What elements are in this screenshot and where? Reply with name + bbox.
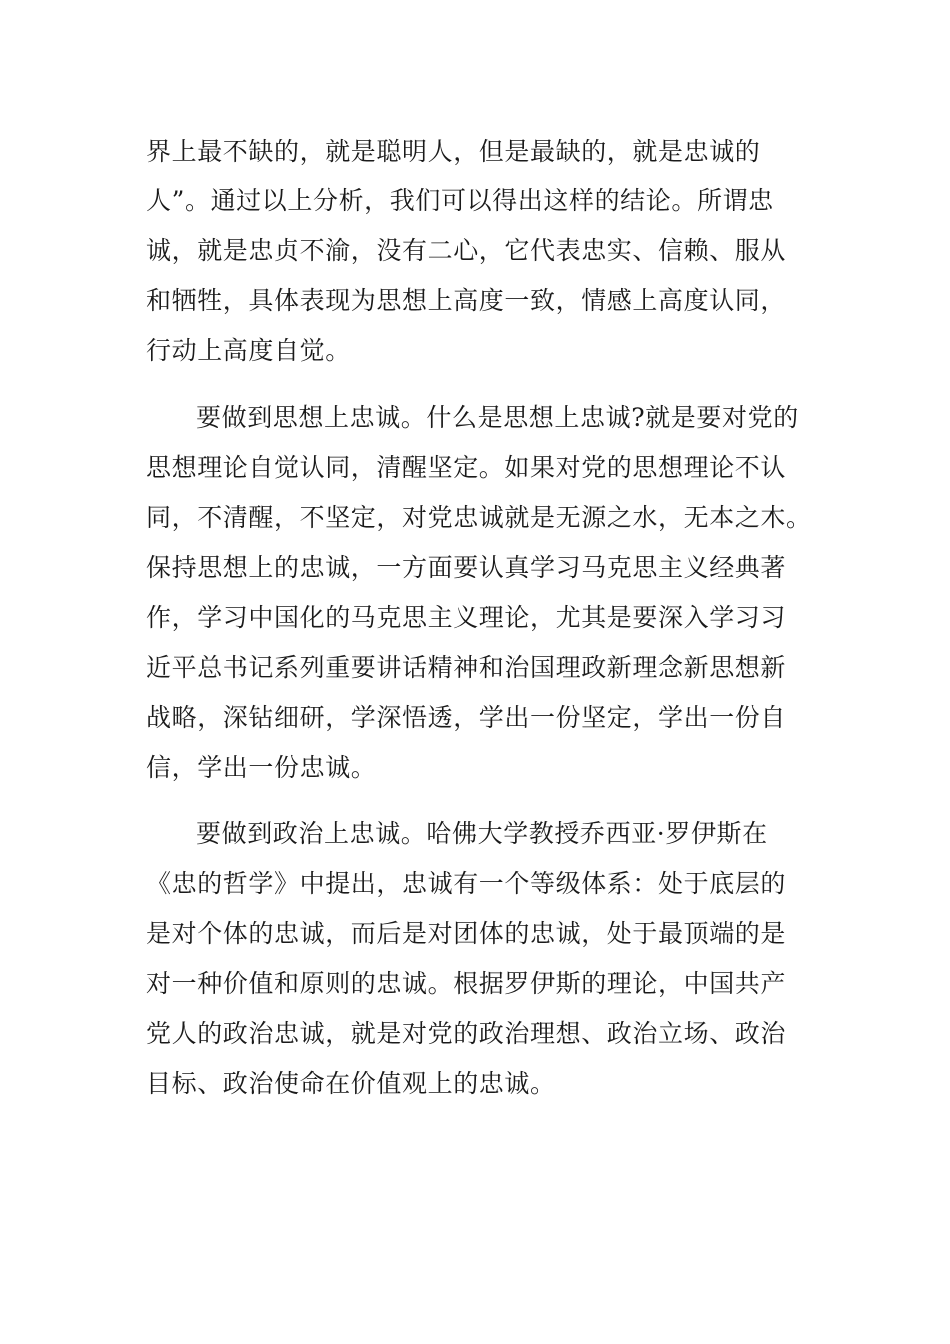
text-line: 界上最不缺的，就是聪明人，但是最缺的，就是忠诚的 (146, 137, 761, 166)
text-line: 对一种价值和原则的忠诚。根据罗伊斯的理论，中国共产 (146, 969, 787, 998)
text-line: 和牺牲，具体表现为思想上高度一致，情感上高度认同， (146, 286, 787, 315)
text-line: 要做到政治上忠诚。哈佛大学教授乔西亚·罗伊斯在 (196, 819, 768, 848)
text-line: 思想理论自觉认同，清醒坚定。如果对党的思想理论不认 (146, 453, 787, 482)
text-line: 党人的政治忠诚，就是对党的政治理想、政治立场、政治 (146, 1019, 787, 1048)
text-line: 同，不清醒，不坚定，对党忠诚就是无源之水，无本之木。 (146, 503, 812, 532)
text-line: 近平总书记系列重要讲话精神和治国理政新理念新思想新 (146, 653, 787, 682)
text-line: 目标、政治使命在价值观上的忠诚。 (146, 1069, 556, 1098)
text-line: 《忠的哲学》中提出，忠诚有一个等级体系：处于底层的 (146, 869, 787, 898)
text-line: 行动上高度自觉。 (146, 336, 351, 365)
text-line: 是对个体的忠诚，而后是对团体的忠诚，处于最顶端的是 (146, 919, 787, 948)
text-line: 作，学习中国化的马克思主义理论，尤其是要深入学习习 (146, 603, 787, 632)
text-line: 信，学出一份忠诚。 (146, 753, 377, 782)
text-line: 战略，深钻细研，学深悟透，学出一份坚定，学出一份自 (146, 703, 787, 732)
text-line: 人”。通过以上分析，我们可以得出这样的结论。所谓忠 (146, 186, 774, 215)
text-line: 保持思想上的忠诚，一方面要认真学习马克思主义经典著 (146, 553, 787, 582)
text-line: 诚，就是忠贞不渝，没有二心，它代表忠实、信赖、服从 (146, 236, 787, 265)
text-line: 要做到思想上忠诚。什么是思想上忠诚?就是要对党的 (196, 403, 799, 432)
